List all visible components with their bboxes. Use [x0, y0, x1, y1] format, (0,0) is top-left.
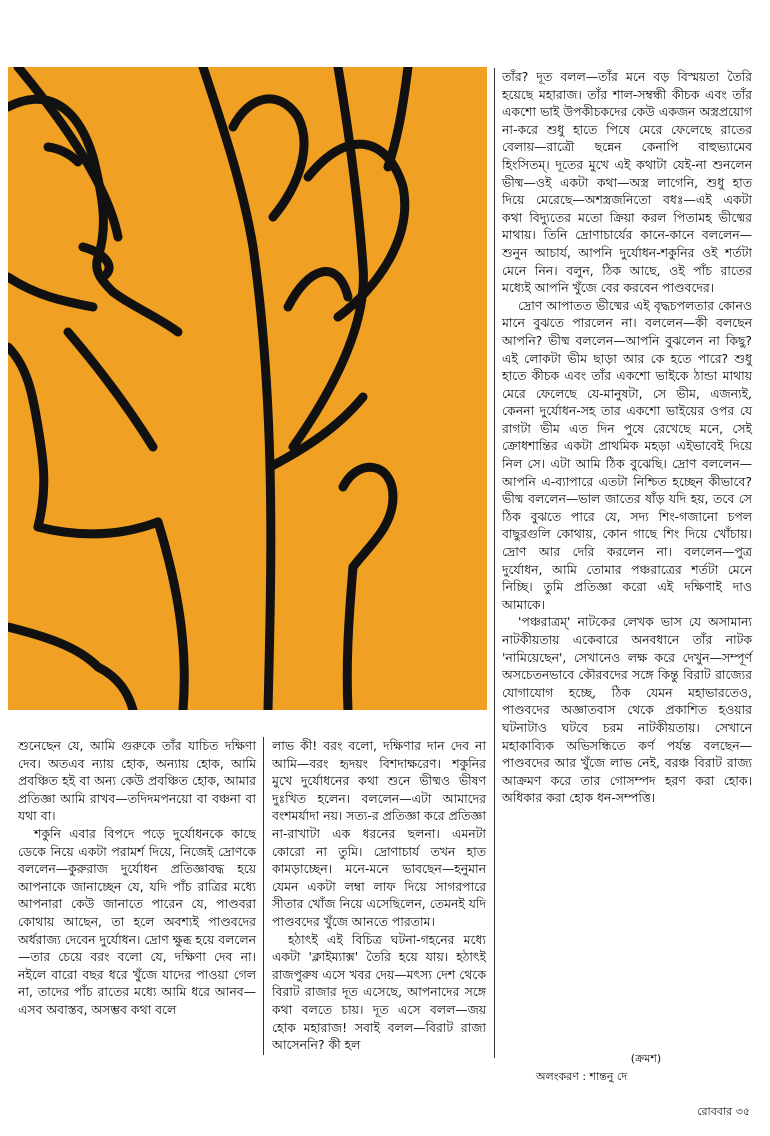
paragraph: হঠাৎই এই বিচিত্র ঘটনা-গহনের মধ্যে একটা 'ক্লাইম্যাক্স' তৈরি হয়ে যায়। হঠাৎই রাজপুরুষ এসে খবর দেয়—মৎস্য দেশ থেকে বিরাট রাজার দূত এসেছে, আপনাদের সঙ্গে কথা বলতে চায়। দূত এসে বলল—জয় হোক মহারাজ! সবাই বলল—বিরাট রাজা আসেননি? কী হল — [272, 931, 486, 1053]
paragraph: শকুনি এবার বিপদে পড়ে দুর্যোধনকে কাছে ডেকে নিয়ে একটা পরামর্শ দিয়ে, নিজেই দ্রোণকে বললেন—কুরুরাজ দুর্যোধন প্রতিজ্ঞাবদ্ধ হয়ে আপনাকে জানাচ্ছেন যে, যদি পাঁচ রাত্রির মধ্যে আপনারা কেউ জানাতে পারেন যে, পাণ্ডবরা কোথায় আছেন, তা হলে অবশ্যই পাণ্ডবদের অর্ধরাজ্য দেবেন দুর্যোধন। দ্রোণ ক্ষুব্ধ হয়ে বললেন—তার চেয়ে বরং বলো যে, দক্ষিণা দেব না। নইলে বারো বছর ধরে খুঁজে যাদের পাওয়া গেল না, তাদের পাঁচ রাতের মধ্যে আমি ধরে আনব—এসব অবাস্তব, অসম্ভব কথা বলে — [18, 825, 256, 1017]
column-rule — [263, 737, 264, 1055]
paragraph: 'পঞ্চরাত্রম্' নাটকের লেখক ভাস যে অসামান্য নাটকীয়তায় একেবারে অনবধানে তাঁর নাটক 'নামিয়েছেন', সেখানেও লক্ষ করে দেখুন—সম্পূর্ণ অসচেতনভাবে কৌরবদের সঙ্গে কিন্তু বিরাট রাজ্যের যোগাযোগ হচ্ছে, ঠিক যেমন মহাভারতেও, পাণ্ডবদের অজ্ঞাতবাস থেকে প্রকাশিত হওয়ার ঘটনাটাও ঘটবে চরম নাটকীয়তায়। সেখানে মহাকাব্যিক অভিসন্ধিতে কর্ণ পর্যন্ত বলছেন—পাণ্ডবদের আর খুঁজে লাভ নেই, বরঞ্চ বিরাট রাজ্য আক্রমণ করে তার গোসম্পদ হরণ করা হোক। অধিকার করা হোক ধন-সম্পত্তি। — [502, 614, 752, 806]
article-end-matter — [536, 1050, 756, 1086]
illustration-figure-icon — [8, 67, 487, 710]
paragraph: তাঁর? দূত বলল—তাঁর মনে বড় বিস্ময়তা তৈরি হয়েছে মহারাজ। তাঁর শাল-সম্বন্ধী কীচক এবং তাঁর একশো ভাই উপকীচকদের কেউ একজন অস্ত্রপ্রয়োগ না-করে শুধু হাতে পিষে মেরে ফেলেছে রাতের বেলায়—রাত্রৌ ছন্নেন কেনাপি বাহুভ্যামেব হিংসিতম্। দূতের মুখে এই কথাটা যেই-না শুনলেন ভীষ্ম—ওই একটা কথা—অস্ত্র লাগেনি, শুধু হাত দিয়ে মেরেছে—অশস্ত্রজনিতো বধঃ—এই একটা কথা বিদ্যুতের মতো ক্রিয়া করল পিতামহ ভীষ্মের মাথায়। তিনি দ্রোণাচার্যের কানে-কানে বললেন—শুনুন আচার্য, আপনি দুর্যোধন-শকুনির ওই শর্তটা মেনে নিন। বলুন, ঠিক আছে, ওই পাঁচ রাতের মধ্যেই আপনি খুঁজে বের করবেন পাণ্ডবদের। — [502, 69, 752, 296]
article-column-right — [502, 68, 752, 807]
paragraph: লাভ কী! বরং বলো, দক্ষিণার দান দেব না আমি—বরং হৃদয়ং বিশদাক্ষরেণ। শকুনির মুখে দুর্যোধনের কথা শুনে ভীষ্মও ভীষণ দুঃখিত হলেন। বললেন—এটা আমাদের বংশমর্যাদা নয়। সত্য-র প্রতিজ্ঞা করে প্রতিজ্ঞা না-রাখাটা এক ধরনের ছলনা। এমনটা কোরো না তুমি। দ্রোণাচার্য তখন হাত কামড়াচ্ছেন। মনে-মনে ভাবছেন—হনুমান যেমন একটা লম্বা লাফ দিয়ে সাগরপারে সীতার খোঁজ নিয়ে এসেছিলেন, তেমনই যদি পাণ্ডবদের খুঁজে আনতে পারতাম। — [272, 738, 487, 929]
article-illustration — [8, 67, 487, 710]
article-column-left — [18, 737, 256, 1019]
page-folio: রোববার ৩৫ — [697, 1105, 750, 1118]
illustration-credit: অলংকরণ : শান্তনু দে — [536, 1070, 628, 1083]
article-column-middle — [272, 737, 486, 1054]
to-be-continued: (ক্রমশ) — [630, 1052, 662, 1065]
column-rule — [494, 68, 495, 1058]
paragraph: শুনেছেন যে, আমি গুরুকে তাঁর যাচিত দক্ষিণা দেব। অতএব ন্যায় হোক, অন্যায় হোক, আমি প্রবঞ্চিত হই বা অন্য কেউ প্রবঞ্চিত হোক, আমার প্রতিজ্ঞা আমি রাখব—তদিদমপনয়ো বা বঞ্চনা বা যথা বা। — [18, 738, 256, 824]
paragraph: দ্রোণ আপাতত ভীষ্মের এই বৃদ্ধচপলতার কোনও মানে বুঝতে পারলেন না। বললেন—কী বলছেন আপনি? ভীষ্ম বললেন—আপনি বুঝলেন না কিছু? এই লোকটা ভীম ছাড়া আর কে হতে পারে? শুধু হাতে কীচক এবং তাঁর একশো ভাইকে ঠান্ডা মাথায় মেরে ফেলেছে যে-মানুষটা, সে ভীম, এজন্যই, কেননা দুর্যোধন-সহ তার একশো ভাইয়ের ওপর যে রাগটা ভীম এত দিন পুষে রেখেছে মনে, সেই ক্রোধশান্তির একটা প্রাথমিক মহড়া এইভাবেই দিয়ে নিল সে। এটা আমি ঠিক বুঝেছি। দ্রোণ বললেন—আপনি এ-ব্যাপারে এতটা নিশ্চিত হচ্ছেন কীভাবে? ভীষ্ম বললেন—ভাল জাতের ষাঁড় যদি হয়, তবে সে ঠিক বুঝতে পারে যে, সদ্য শিং-গজানো চপল বাছুরগুলি কোথায়, কোন গাছে শিং দিয়ে খোঁচায়। দ্রোণ আর দেরি করলেন না। বললেন—পুত্র দুর্যোধন, আমি তোমার পঞ্চরাত্রের শর্তটা মেনে নিচ্ছি। তুমি প্রতিজ্ঞা করো এই দক্ষিণাই দাও আমাকে। — [502, 297, 752, 612]
